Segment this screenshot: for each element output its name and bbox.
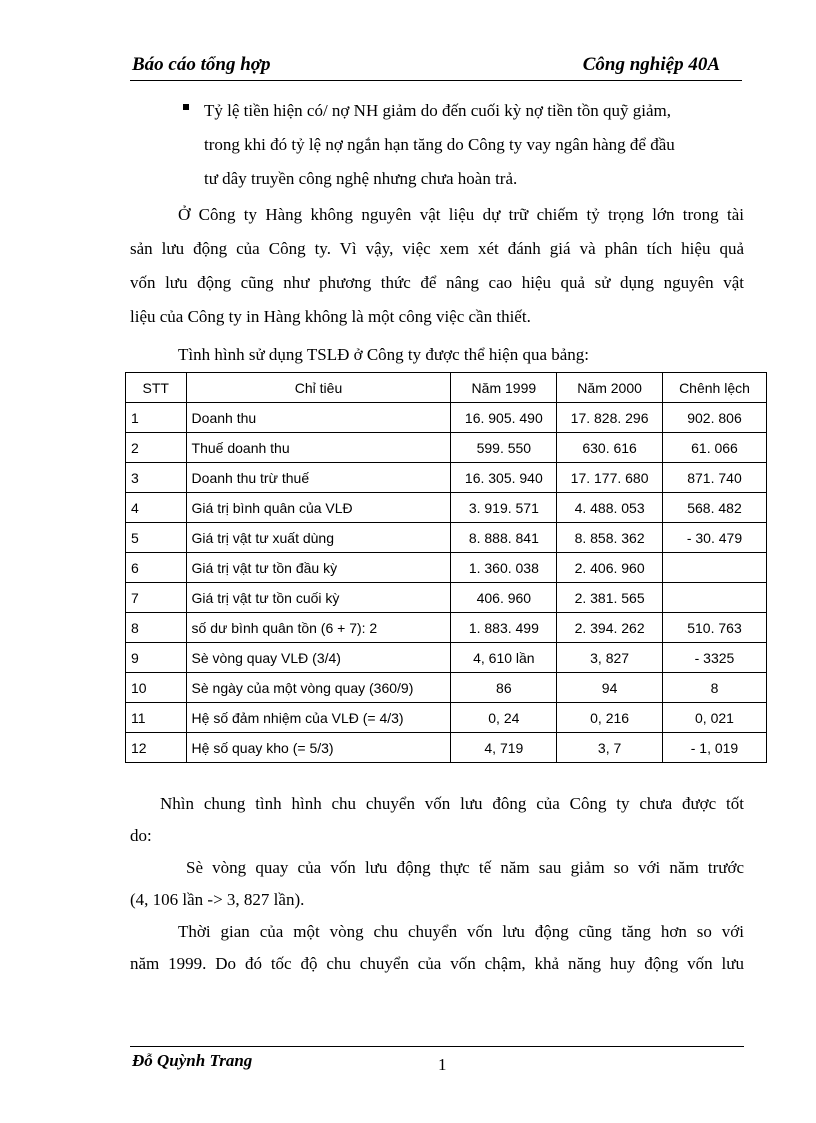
table-cell: 8. 858. 362 [557,523,663,553]
table-cell: 3 [126,463,187,493]
table-cell: 4. 488. 053 [557,493,663,523]
table-cell: 17. 177. 680 [557,463,663,493]
table-cell: 2 [126,433,187,463]
table-row [126,463,767,493]
table-row [126,583,767,613]
table-cell: Hệ số quay kho (= 5/3) [186,733,451,763]
table-cell: 3, 7 [557,733,663,763]
table-cell: 1 [126,403,187,433]
table-cell: 902. 806 [662,403,766,433]
table-cell: 5 [126,523,187,553]
paragraph-conclusion [130,788,744,980]
table-cell: - 30. 479 [662,523,766,553]
table-row [126,403,767,433]
bullet-line: trong khi đó tỷ lệ nợ ngắn hạn tăng do Công ty vay ngân hàng để đầu [204,135,675,154]
table-cell: 0, 216 [557,703,663,733]
page-number: 1 [438,1055,447,1074]
table-cell: Hệ số đảm nhiệm của VLĐ (= 4/3) [186,703,451,733]
table-cell: 599. 550 [451,433,557,463]
table-cell [662,583,766,613]
bullet-square-icon [183,104,189,110]
table-intro: Tình hình sử dụng TSLĐ ở Công ty được thể hiện qua bảng: [178,345,590,364]
paragraph-line: do: [130,826,152,845]
table-cell: 4 [126,493,187,523]
table-row [126,733,767,763]
table-cell: số dư bình quân tồn (6 + 7): 2 [186,613,451,643]
table-cell: 4, 719 [451,733,557,763]
paragraph-line: (4, 106 lần -> 3, 827 lần). [130,890,305,909]
table-cell: - 3325 [662,643,766,673]
page-footer [130,1046,744,1074]
table-cell: 12 [126,733,187,763]
table-cell: 8 [662,673,766,703]
table-cell: 2. 381. 565 [557,583,663,613]
paragraph-line: sản lưu động của Công ty. Vì vậy, việc xem xét đánh giá và phân tích hiệu quả [130,239,744,258]
table-cell: 630. 616 [557,433,663,463]
table-cell: 9 [126,643,187,673]
paragraph-line: vốn lưu động cũng như phương thức để nâng cao hiệu quả sử dụng nguyên vật [130,273,744,292]
table-row [126,553,767,583]
table-cell: 1. 883. 499 [451,613,557,643]
table-cell: 8. 888. 841 [451,523,557,553]
header-cell: Chênh lệch [662,373,766,403]
table-cell: Sè ngày của một vòng quay (360/9) [186,673,451,703]
table-cell: Sè vòng quay VLĐ (3/4) [186,643,451,673]
paragraph-materials [130,198,744,334]
table-cell: Giá trị vật tư tồn cuối kỳ [186,583,451,613]
table-cell: 17. 828. 296 [557,403,663,433]
header-cell: Năm 1999 [451,373,557,403]
table-cell: 94 [557,673,663,703]
paragraph-line: liệu của Công ty in Hàng không là một công việc cần thiết. [130,307,531,326]
table-cell: 1. 360. 038 [451,553,557,583]
table-cell: Giá trị vật tư tồn đầu kỳ [186,553,451,583]
table-cell: Giá trị bình quân của VLĐ [186,493,451,523]
paragraph-line: Thời gian của một vòng chu chuyển vốn lưu động cũng tăng hơn so với [178,922,744,941]
table-row [126,523,767,553]
table-cell: 6 [126,553,187,583]
capital-usage-table [125,372,767,763]
table-cell: Thuế doanh thu [186,433,451,463]
table-header-row [126,373,767,403]
table-cell: 10 [126,673,187,703]
table-cell: 8 [126,613,187,643]
table-cell: 11 [126,703,187,733]
header-class: Công nghiệp 40A [582,54,720,75]
table-cell: 0, 24 [451,703,557,733]
table-cell: 0, 021 [662,703,766,733]
header-title: Báo cáo tổng hợp [132,54,271,75]
bullet-line: tư dây truyền công nghệ nhưng chưa hoàn trả. [204,169,518,188]
table-cell: 2. 406. 960 [557,553,663,583]
footer-author: Đỗ Quỳnh Trang [132,1051,253,1070]
paragraph-line: năm 1999. Do đó tốc độ chu chuyển của vốn chậm, khả năng huy động vốn lưu [130,954,744,973]
table-row [126,643,767,673]
table-cell: 16. 905. 490 [451,403,557,433]
table-cell: 3. 919. 571 [451,493,557,523]
table-row [126,493,767,523]
paragraph-line: Nhìn chung tình hình chu chuyển vốn lưu đông của Công ty chưa được tốt [160,794,744,813]
table-row [126,613,767,643]
table-cell: 871. 740 [662,463,766,493]
table-row [126,433,767,463]
table-cell: Giá trị vật tư xuất dùng [186,523,451,553]
table-cell: 568. 482 [662,493,766,523]
table-cell: 86 [451,673,557,703]
header-cell: Chỉ tiêu [186,373,451,403]
table-cell: 7 [126,583,187,613]
table-cell: 16. 305. 940 [451,463,557,493]
header-cell: STT [126,373,187,403]
table-cell [662,553,766,583]
table-body [126,403,767,763]
header-cell: Năm 2000 [557,373,663,403]
table-cell: 3, 827 [557,643,663,673]
table-row [126,673,767,703]
table-cell: 61. 066 [662,433,766,463]
table-cell: 510. 763 [662,613,766,643]
table-cell: 2. 394. 262 [557,613,663,643]
table-row [126,703,767,733]
bullet-paragraph [204,94,744,196]
bullet-line: Tỷ lệ tiền hiện có/ nợ NH giảm do đến cuối kỳ nợ tiền tồn quỹ giảm, [204,101,671,120]
table-cell: 406. 960 [451,583,557,613]
table-cell: Doanh thu [186,403,451,433]
table-cell: Doanh thu trừ thuế [186,463,451,493]
paragraph-line: Sè vòng quay của vốn lưu động thực tế năm sau giảm so với năm trước [186,858,744,877]
page-header [130,50,742,81]
paragraph-line: Ở Công ty Hàng không nguyên vật liệu dự trữ chiếm tỷ trọng lớn trong tài [178,205,744,224]
table-cell: - 1, 019 [662,733,766,763]
table-cell: 4, 610 lần [451,643,557,673]
